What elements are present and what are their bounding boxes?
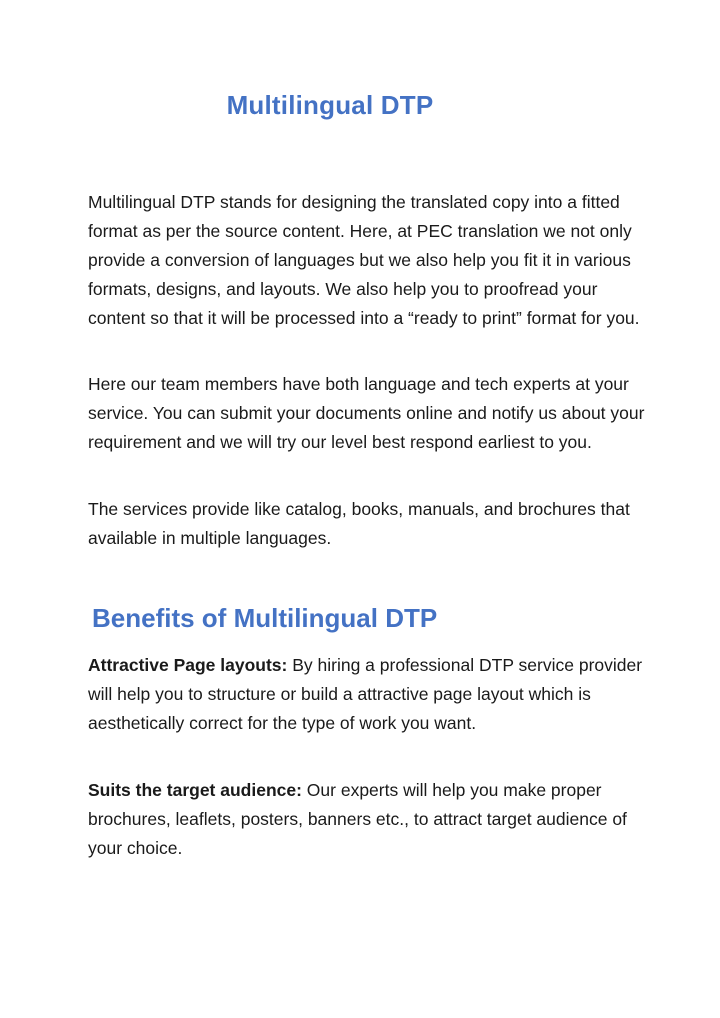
intro-paragraph-2: Here our team members have both language and tech experts at your service. You can submit your documents online and notify us about your requirement and we will try our level best respond earliest to you. [88,374,645,452]
benefit-item [88,776,648,863]
intro-paragraph-3: The services provide like catalog, books, manuals, and brochures that available in multiple languages. [88,499,630,548]
page-title: Multilingual DTP [226,90,434,120]
benefit-lead: Suits the target audience: [88,780,302,800]
benefit-lead: Attractive Page layouts: [88,655,288,675]
benefit-text: By hiring a professional DTP service provider will help you to structure or build a attractive page layout which is aesthetically correct for the type of work you want. [88,655,643,733]
intro-paragraph-1: Multilingual DTP stands for designing the translated copy into a fitted format as per the source content. Here, at PEC translation we not only provide a conversion of languages but we also help you fit it in various formats, designs, and layouts. We also help you to proofread your content so that it will be processed into a “ready to print” format for you. [88,192,640,328]
benefit-item [88,651,648,738]
benefit-text: Our experts will help you make proper brochures, leaflets, posters, banners etc., to attract target audience of your choice. [88,780,627,858]
benefits-heading: Benefits of Multilingual DTP [92,603,438,633]
